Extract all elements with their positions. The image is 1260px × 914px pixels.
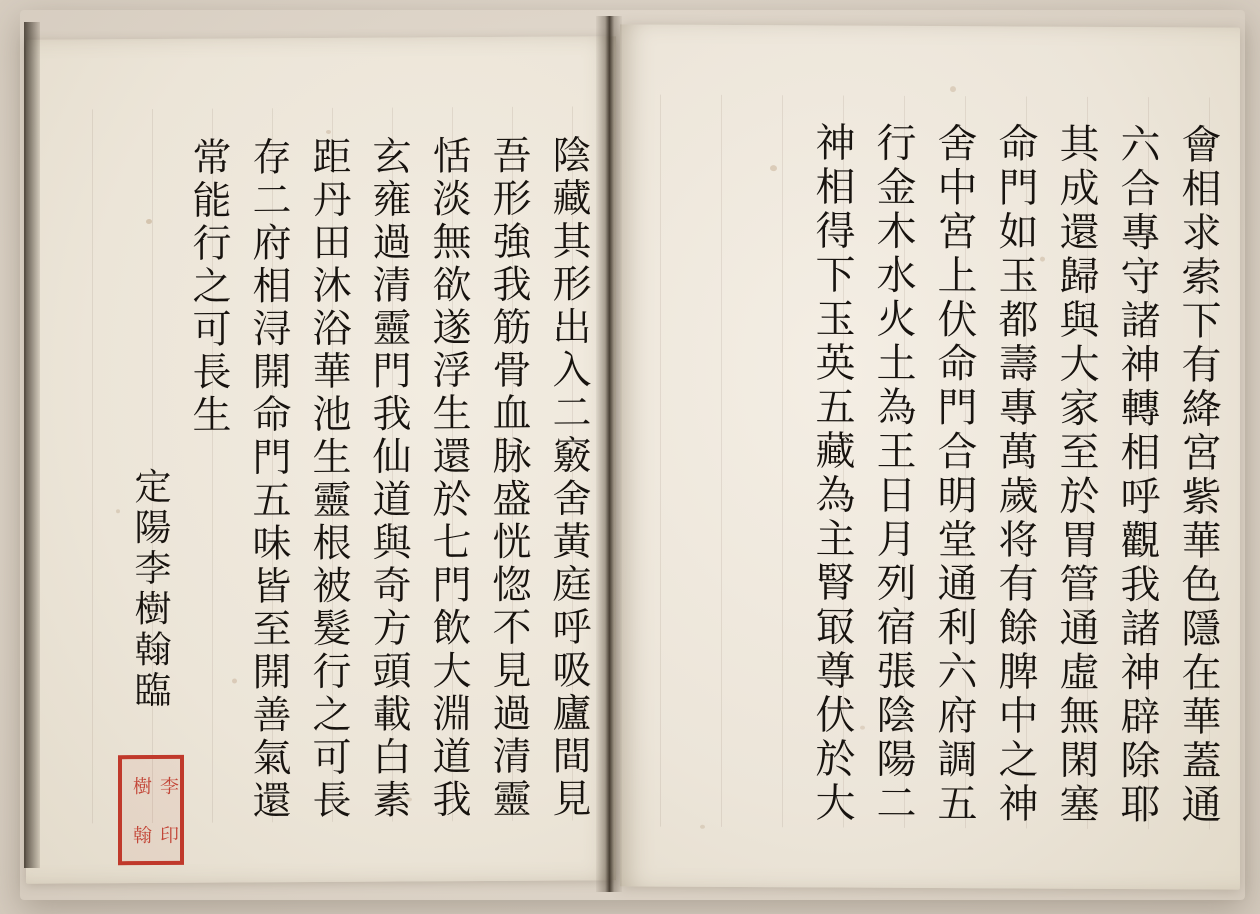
artist-seal [118, 755, 184, 865]
text-column: 六合專守諸神轉相呼觀我諸神辟除耶 [1114, 122, 1160, 828]
seal-character: 樹 [130, 776, 152, 796]
text-column: 舍中宮上伏命門合明堂通利六府調五 [931, 122, 977, 827]
text-column: 玄雍過清靈門我仙道與奇方頭載白素 [366, 135, 411, 823]
right-page-columns [646, 121, 1221, 890]
signature-column: 定陽李樹翰臨 [128, 466, 171, 712]
seal-character: 印 [157, 824, 179, 845]
spine-gutter [596, 16, 622, 892]
text-column: 吾形強我筋骨血脉盛恍惚不見過清靈 [486, 134, 531, 822]
text-column: 恬淡無欲遂浮生還於七門飲大淵道我 [426, 135, 471, 822]
text-column: 行金木水火土為王日月列宿張陰陽二 [870, 121, 916, 826]
right-page [620, 24, 1240, 889]
open-album [26, 14, 1240, 896]
text-column: 陰藏其形出入二竅舍黃庭呼吸廬間見 [546, 134, 591, 822]
left-page [26, 36, 616, 884]
text-column: 神相得下玉英五藏為主腎冣尊伏於大 [809, 121, 855, 826]
text-column: 其成還歸與大家至於胃管通虛無閑塞 [1053, 122, 1099, 827]
text-column: 存二府相浔開命門五味皆至開善氣還 [246, 136, 291, 823]
text-column: 命門如玉都壽專萬歲将有餘脾中之神 [992, 122, 1038, 827]
text-column: 會相求索下有絳宮紫華色隱在華蓋通 [1175, 123, 1221, 828]
text-column: 距丹田沐浴華池生靈根被髮行之可長 [306, 135, 351, 823]
seal-character: 翰 [130, 825, 152, 845]
seal-character: 李 [157, 775, 179, 796]
text-column: 常能行之可長生 [186, 136, 231, 438]
binding-edge [24, 22, 40, 868]
